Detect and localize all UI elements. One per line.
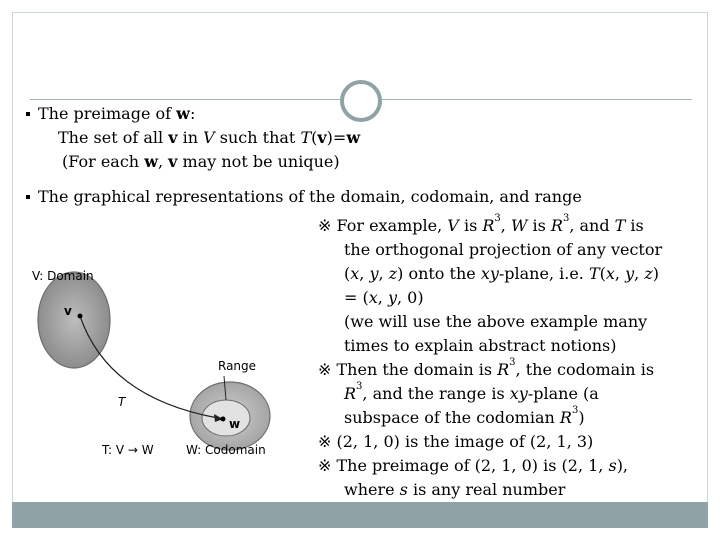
note-line: ※ For example, V is $R^3$, W is $R^3$, and T is (318, 213, 644, 235)
point-v (78, 314, 83, 319)
point-w (221, 417, 226, 422)
note-line: ※ Then the domain is $R^3$, the codomain is (318, 357, 655, 379)
bullet1-title: The preimage of w: (38, 104, 196, 123)
mapping-diagram (28, 238, 288, 468)
t-label: T (118, 395, 126, 409)
bullet-marker (26, 112, 30, 116)
domain-label: V: Domain (32, 269, 94, 283)
divider-circle-ornament (340, 80, 382, 122)
note-line: where s is any real number (344, 480, 566, 499)
note-line: the orthogonal projection of any vector (344, 240, 663, 259)
slide-footer-bar (12, 502, 708, 528)
bullet1-definition: The set of all v in V such that T(v)=w (58, 128, 361, 147)
note-line: ※ (2, 1, 0) is the image of (2, 1, 3) (318, 432, 594, 451)
note-line: (we will use the above example many (344, 312, 648, 331)
note-line: $R^3$, and the range is xy-plane (a (344, 381, 599, 403)
range-label: Range (218, 359, 257, 373)
bullet2-title: The graphical representations of the domain, codomain, and range (38, 187, 582, 206)
bullet-marker (26, 195, 30, 199)
v-label: v (64, 304, 72, 318)
codomain-label: W: Codomain (186, 443, 266, 457)
map-label: T: V → W (102, 443, 154, 457)
note-line: = (x, y, 0) (344, 288, 424, 307)
note-line: ※ The preimage of (2, 1, 0) is (2, 1, s), (318, 456, 629, 475)
title-divider-right (382, 99, 692, 100)
note-line: subspace of the codomian $R^3$) (344, 405, 585, 427)
title-divider-left (30, 99, 340, 100)
bullet1-note: (For each w, v may not be unique) (62, 152, 340, 171)
range-ellipse (202, 400, 250, 436)
note-line: times to explain abstract notions) (344, 336, 617, 355)
w-label: w (229, 417, 241, 431)
note-line: (x, y, z) onto the xy-plane, i.e. T(x, y, z) (344, 264, 659, 283)
